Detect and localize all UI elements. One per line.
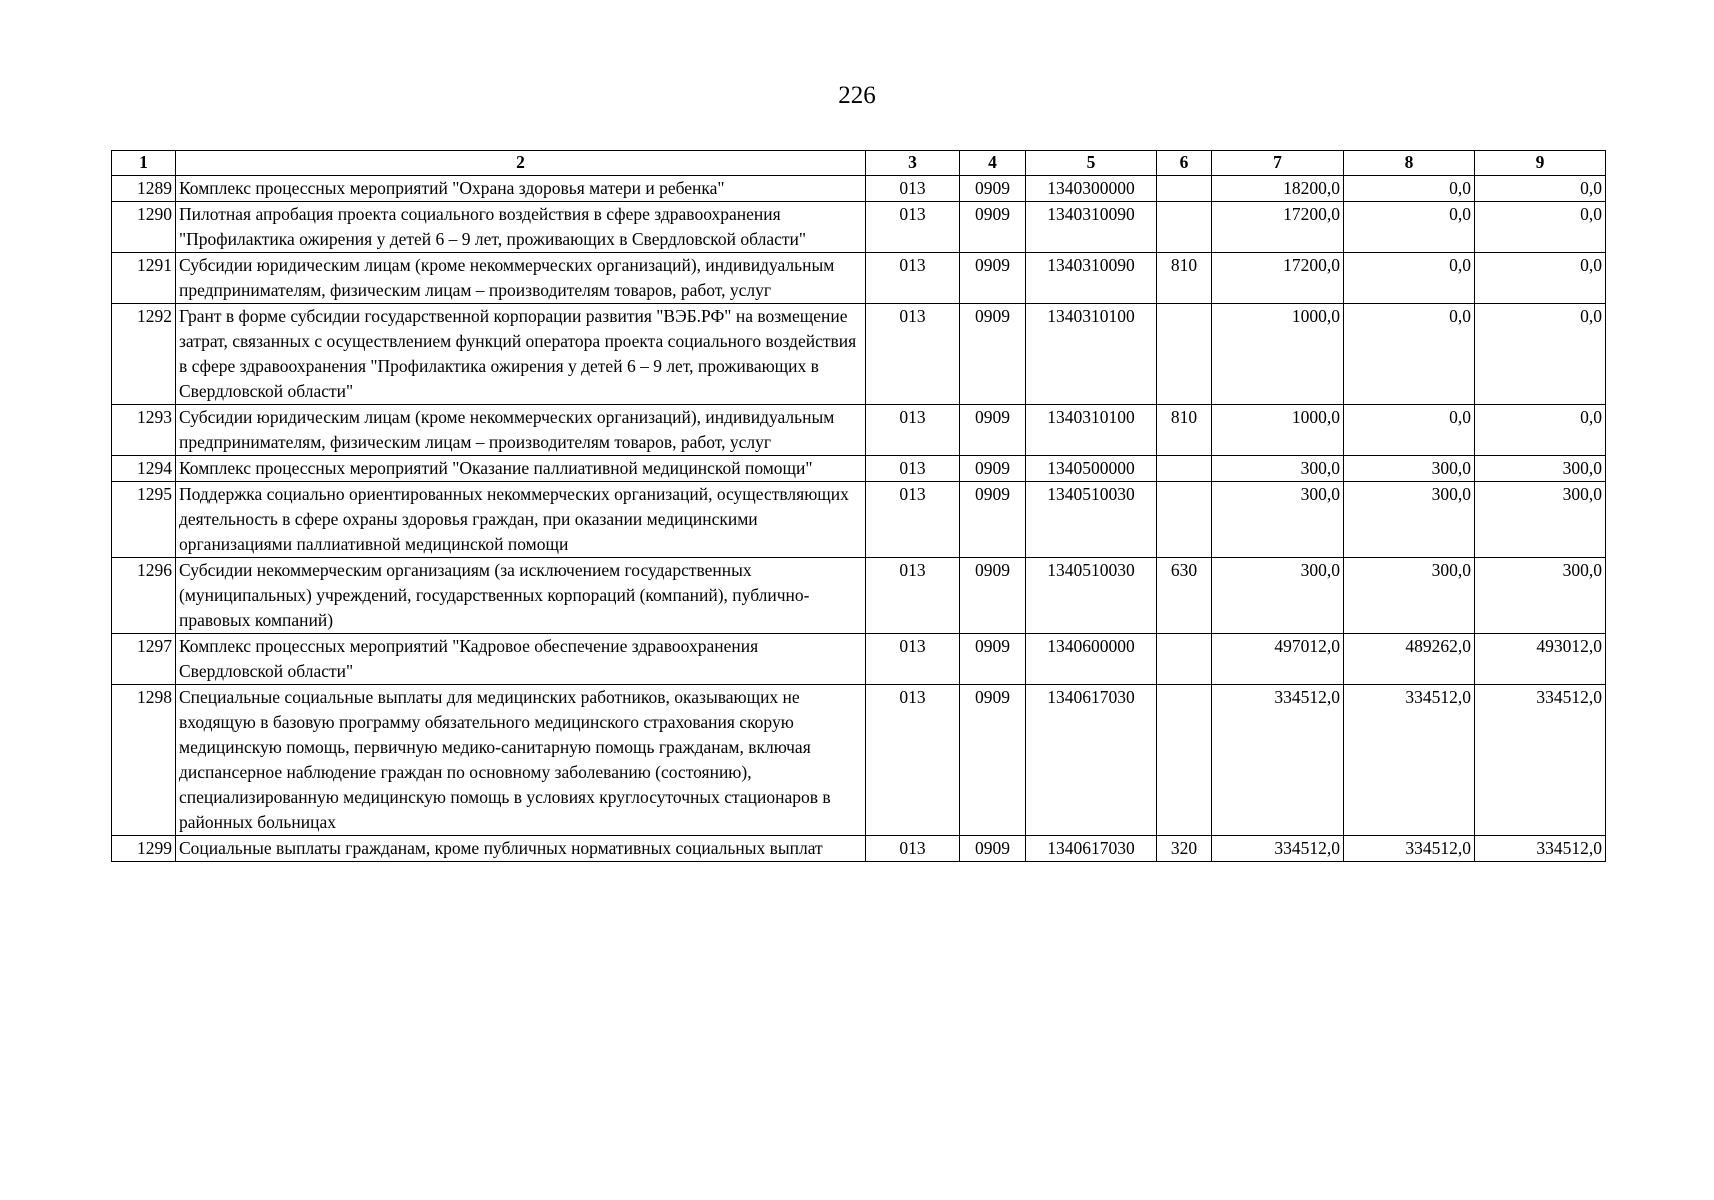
expense-type-code [1157, 176, 1212, 202]
amount-col9: 334512,0 [1475, 836, 1606, 862]
amount-col8: 0,0 [1344, 202, 1475, 253]
amount-col7: 17200,0 [1212, 253, 1344, 304]
row-description: Поддержка социально ориентированных некоммерческих организаций, осуществляющих деятельность в сфере охраны здоровья граждан, при оказании медицинскими организациями паллиативной медицинской помощи [176, 482, 866, 558]
expense-type-code [1157, 685, 1212, 836]
row-number: 1292 [112, 304, 176, 405]
table-row [112, 634, 1606, 685]
row-number: 1299 [112, 836, 176, 862]
amount-col8: 489262,0 [1344, 634, 1475, 685]
amount-col8: 334512,0 [1344, 836, 1475, 862]
target-article-code: 1340617030 [1026, 685, 1157, 836]
expense-type-code: 810 [1157, 253, 1212, 304]
target-article-code: 1340310100 [1026, 304, 1157, 405]
amount-col9: 300,0 [1475, 456, 1606, 482]
ministry-code: 013 [866, 685, 960, 836]
section-code: 0909 [960, 253, 1026, 304]
amount-col7: 334512,0 [1212, 836, 1344, 862]
row-description: Комплекс процессных мероприятий "Охрана здоровья матери и ребенка" [176, 176, 866, 202]
budget-table [111, 150, 1606, 862]
amount-col7: 497012,0 [1212, 634, 1344, 685]
target-article-code: 1340300000 [1026, 176, 1157, 202]
amount-col8: 0,0 [1344, 405, 1475, 456]
ministry-code: 013 [866, 836, 960, 862]
row-description: Субсидии некоммерческим организациям (за исключением государственных (муниципальных) учреждений, государственных корпораций (компаний), публично-правовых компаний) [176, 558, 866, 634]
row-number: 1293 [112, 405, 176, 456]
row-description: Комплекс процессных мероприятий "Оказание паллиативной медицинской помощи" [176, 456, 866, 482]
section-code: 0909 [960, 405, 1026, 456]
target-article-code: 1340600000 [1026, 634, 1157, 685]
expense-type-code [1157, 202, 1212, 253]
amount-col9: 0,0 [1475, 304, 1606, 405]
section-code: 0909 [960, 202, 1026, 253]
target-article-code: 1340500000 [1026, 456, 1157, 482]
page-number: 226 [838, 82, 876, 109]
amount-col7: 1000,0 [1212, 405, 1344, 456]
row-number: 1296 [112, 558, 176, 634]
table-row [112, 558, 1606, 634]
amount-col7: 17200,0 [1212, 202, 1344, 253]
row-description: Субсидии юридическим лицам (кроме некоммерческих организаций), индивидуальным предпринимателям, физическим лицам – производителям товаров, работ, услуг [176, 405, 866, 456]
section-code: 0909 [960, 685, 1026, 836]
table-row [112, 253, 1606, 304]
table-row [112, 176, 1606, 202]
row-description: Комплекс процессных мероприятий "Кадровое обеспечение здравоохранения Свердловской области" [176, 634, 866, 685]
table-row [112, 304, 1606, 405]
amount-col9: 0,0 [1475, 405, 1606, 456]
row-number: 1289 [112, 176, 176, 202]
row-number: 1291 [112, 253, 176, 304]
amount-col8: 0,0 [1344, 304, 1475, 405]
header-cell: 7 [1212, 151, 1344, 176]
ministry-code: 013 [866, 176, 960, 202]
header-cell: 8 [1344, 151, 1475, 176]
expense-type-code: 630 [1157, 558, 1212, 634]
amount-col7: 334512,0 [1212, 685, 1344, 836]
amount-col7: 300,0 [1212, 558, 1344, 634]
target-article-code: 1340617030 [1026, 836, 1157, 862]
table-row [112, 685, 1606, 836]
ministry-code: 013 [866, 558, 960, 634]
amount-col8: 300,0 [1344, 456, 1475, 482]
ministry-code: 013 [866, 634, 960, 685]
ministry-code: 013 [866, 202, 960, 253]
header-cell: 6 [1157, 151, 1212, 176]
amount-col8: 0,0 [1344, 176, 1475, 202]
row-number: 1298 [112, 685, 176, 836]
table-row [112, 405, 1606, 456]
section-code: 0909 [960, 482, 1026, 558]
amount-col8: 300,0 [1344, 558, 1475, 634]
expense-type-code [1157, 304, 1212, 405]
table-row [112, 456, 1606, 482]
ministry-code: 013 [866, 482, 960, 558]
table-row [112, 482, 1606, 558]
amount-col7: 1000,0 [1212, 304, 1344, 405]
header-cell: 9 [1475, 151, 1606, 176]
amount-col8: 334512,0 [1344, 685, 1475, 836]
table-row [112, 202, 1606, 253]
row-number: 1294 [112, 456, 176, 482]
header-cell: 3 [866, 151, 960, 176]
amount-col9: 493012,0 [1475, 634, 1606, 685]
amount-col7: 300,0 [1212, 482, 1344, 558]
expense-type-code: 810 [1157, 405, 1212, 456]
expense-type-code [1157, 456, 1212, 482]
row-description: Специальные социальные выплаты для медицинских работников, оказывающих не входящую в базовую программу обязательного медицинского страхования скорую медицинскую помощь, первичную медико-санитарную помощь гражданам, включая диспансерное наблюдение граждан по основному заболеванию (состоянию), специализированную медицинскую помощь в условиях круглосуточных стационаров в районных больницах [176, 685, 866, 836]
header-cell: 5 [1026, 151, 1157, 176]
amount-col9: 0,0 [1475, 253, 1606, 304]
target-article-code: 1340510030 [1026, 482, 1157, 558]
expense-type-code: 320 [1157, 836, 1212, 862]
row-description: Грант в форме субсидии государственной корпорации развития "ВЭБ.РФ" на возмещение затрат, связанных с осуществлением функций оператора проекта социального воздействия в сфере здравоохранения "Профилактика ожирения у детей 6 – 9 лет, проживающих в Свердловской области" [176, 304, 866, 405]
row-number: 1295 [112, 482, 176, 558]
amount-col9: 300,0 [1475, 558, 1606, 634]
row-number: 1290 [112, 202, 176, 253]
target-article-code: 1340310100 [1026, 405, 1157, 456]
section-code: 0909 [960, 304, 1026, 405]
header-cell: 2 [176, 151, 866, 176]
expense-type-code [1157, 634, 1212, 685]
row-description: Субсидии юридическим лицам (кроме некоммерческих организаций), индивидуальным предпринимателям, физическим лицам – производителям товаров, работ, услуг [176, 253, 866, 304]
ministry-code: 013 [866, 456, 960, 482]
amount-col8: 300,0 [1344, 482, 1475, 558]
amount-col9: 300,0 [1475, 482, 1606, 558]
header-cell: 1 [112, 151, 176, 176]
section-code: 0909 [960, 634, 1026, 685]
header-row [112, 151, 1606, 176]
section-code: 0909 [960, 836, 1026, 862]
ministry-code: 013 [866, 253, 960, 304]
ministry-code: 013 [866, 405, 960, 456]
target-article-code: 1340310090 [1026, 253, 1157, 304]
row-description: Пилотная апробация проекта социального воздействия в сфере здравоохранения "Профилактика ожирения у детей 6 – 9 лет, проживающих в Свердловской области" [176, 202, 866, 253]
section-code: 0909 [960, 558, 1026, 634]
expense-type-code [1157, 482, 1212, 558]
header-cell: 4 [960, 151, 1026, 176]
ministry-code: 013 [866, 304, 960, 405]
amount-col7: 18200,0 [1212, 176, 1344, 202]
row-number: 1297 [112, 634, 176, 685]
row-description: Социальные выплаты гражданам, кроме публичных нормативных социальных выплат [176, 836, 866, 862]
target-article-code: 1340510030 [1026, 558, 1157, 634]
target-article-code: 1340310090 [1026, 202, 1157, 253]
amount-col9: 0,0 [1475, 202, 1606, 253]
amount-col9: 334512,0 [1475, 685, 1606, 836]
amount-col9: 0,0 [1475, 176, 1606, 202]
table-row [112, 836, 1606, 862]
section-code: 0909 [960, 456, 1026, 482]
section-code: 0909 [960, 176, 1026, 202]
amount-col7: 300,0 [1212, 456, 1344, 482]
amount-col8: 0,0 [1344, 253, 1475, 304]
